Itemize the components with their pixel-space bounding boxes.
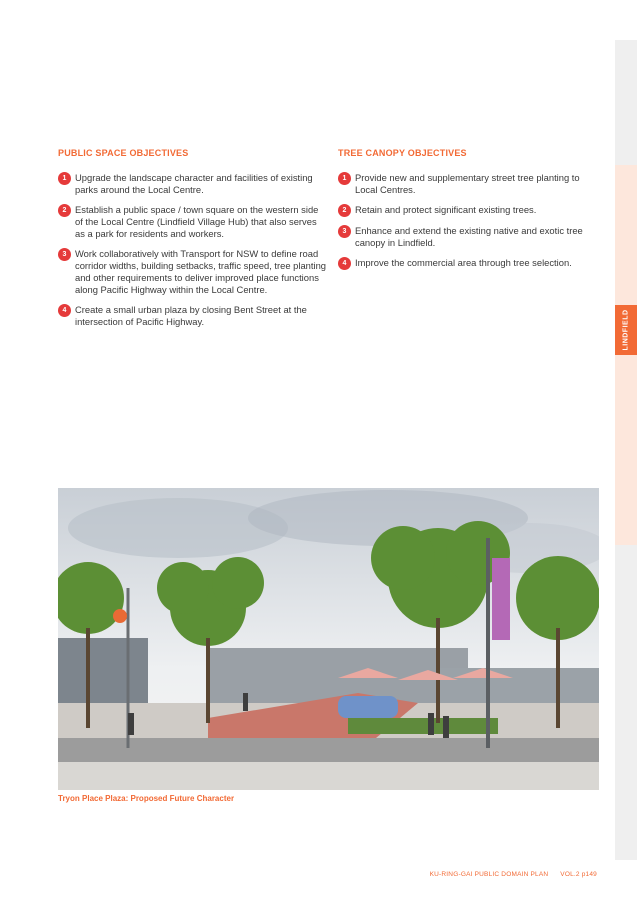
- objective-item: [58, 204, 326, 240]
- plaza-illustration: [58, 488, 599, 790]
- objective-item: [338, 225, 598, 249]
- objective-item: [338, 172, 598, 196]
- number-badge: 3: [338, 225, 351, 238]
- tree-canopy-objectives: [338, 148, 598, 278]
- objective-item: [58, 248, 326, 296]
- public-space-heading: PUBLIC SPACE OBJECTIVES: [58, 148, 189, 158]
- tree-canopy-heading: TREE CANOPY OBJECTIVES: [338, 148, 467, 158]
- page-number: VOL.2 p149: [560, 871, 597, 878]
- tab-segment: [615, 355, 637, 545]
- objective-text: Retain and protect significant existing trees.: [355, 204, 537, 215]
- number-badge: 1: [58, 172, 71, 185]
- objective-text: Improve the commercial area through tree selection.: [355, 257, 572, 268]
- section-tab-strip: [615, 40, 637, 860]
- objective-text: Provide new and supplementary street tree planting to Local Centres.: [355, 172, 580, 195]
- image-caption: Tryon Place Plaza: Proposed Future Character: [58, 794, 235, 803]
- objective-item: [58, 172, 326, 196]
- tab-segment: [615, 40, 637, 165]
- number-badge: 2: [58, 204, 71, 217]
- document-title: KU-RING-GAI PUBLIC DOMAIN PLAN: [429, 871, 549, 878]
- tab-segment: [615, 165, 637, 305]
- objective-text: Create a small urban plaza by closing Bent Street at the intersection of Pacific Highway.: [75, 304, 307, 327]
- public-space-objectives: [58, 148, 326, 336]
- number-badge: 4: [338, 257, 351, 270]
- number-badge: 2: [338, 204, 351, 217]
- number-badge: 1: [338, 172, 351, 185]
- number-badge: 3: [58, 248, 71, 261]
- number-badge: 4: [58, 304, 71, 317]
- objective-text: Enhance and extend the existing native and exotic tree canopy in Lindfield.: [355, 225, 583, 248]
- objective-text: Establish a public space / town square on the western side of the Local Centre (Lindfield Village Hub) that also serves as a park for residents and workers.: [75, 204, 319, 239]
- objective-item: [338, 204, 598, 217]
- objective-text: Work collaboratively with Transport for NSW to define road corridor widths, building setbacks, traffic speed, tree planting and other requirements to deliver improved place functions along Pacific Highway within the Local Centre.: [75, 248, 327, 295]
- objective-item: [58, 304, 326, 328]
- objective-text: Upgrade the landscape character and facilities of existing parks around the Local Centre.: [75, 172, 313, 195]
- tab-segment: [615, 545, 637, 860]
- section-tab-label: LINDFIELD: [622, 309, 630, 351]
- objective-item: [338, 257, 598, 270]
- page-footer: [430, 871, 597, 878]
